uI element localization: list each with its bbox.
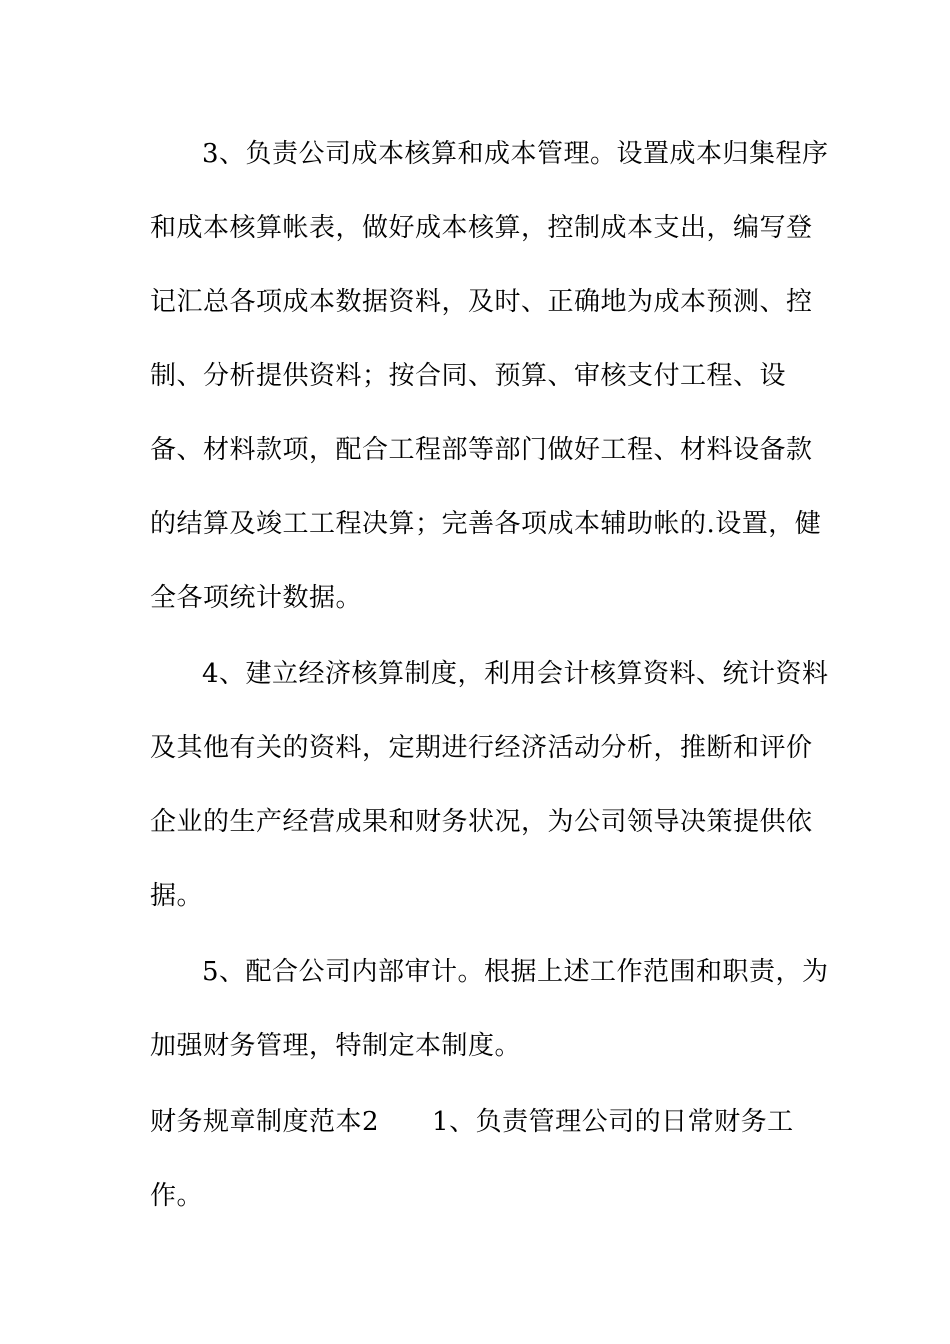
section-heading-continuation: 作。 — [150, 1181, 204, 1211]
paragraph-5-line-2: 加强财务管理，特制定本制度。 — [150, 1031, 522, 1061]
paragraph-3-line-1: 3、负责公司成本核算和成本管理。设置成本归集程序 — [202, 139, 829, 169]
paragraph-3-line-3: 记汇总各项成本数据资料，及时、正确地为成本预测、控 — [150, 287, 813, 317]
paragraph-3-line-4: 制、分析提供资料；按合同、预算、审核支付工程、设 — [150, 361, 787, 391]
paragraph-4-line-4: 据。 — [150, 881, 204, 911]
paragraph-3-line-6: 的结算及竣工工程决算；完善各项成本辅助帐的.设置，健 — [150, 509, 822, 539]
paragraph-3-line-7: 全各项统计数据。 — [150, 583, 363, 613]
section-heading-line: 财务规章制度范本2 1、负责管理公司的日常财务工 — [150, 1107, 794, 1137]
paragraph-5-line-1: 5、配合公司内部审计。根据上述工作范围和职责，为 — [202, 957, 829, 987]
paragraph-4-line-2: 及其他有关的资料，定期进行经济活动分析，推断和评价 — [150, 733, 813, 763]
paragraph-3-line-5: 备、材料款项，配合工程部等部门做好工程、材料设备款 — [150, 435, 813, 465]
paragraph-4-line-1: 4、建立经济核算制度，利用会计核算资料、统计资料 — [202, 659, 829, 689]
paragraph-4-line-3: 企业的生产经营成果和财务状况，为公司领导决策提供依 — [150, 807, 813, 837]
paragraph-3-line-2: 和成本核算帐表，做好成本核算，控制成本支出，编写登 — [150, 213, 813, 243]
